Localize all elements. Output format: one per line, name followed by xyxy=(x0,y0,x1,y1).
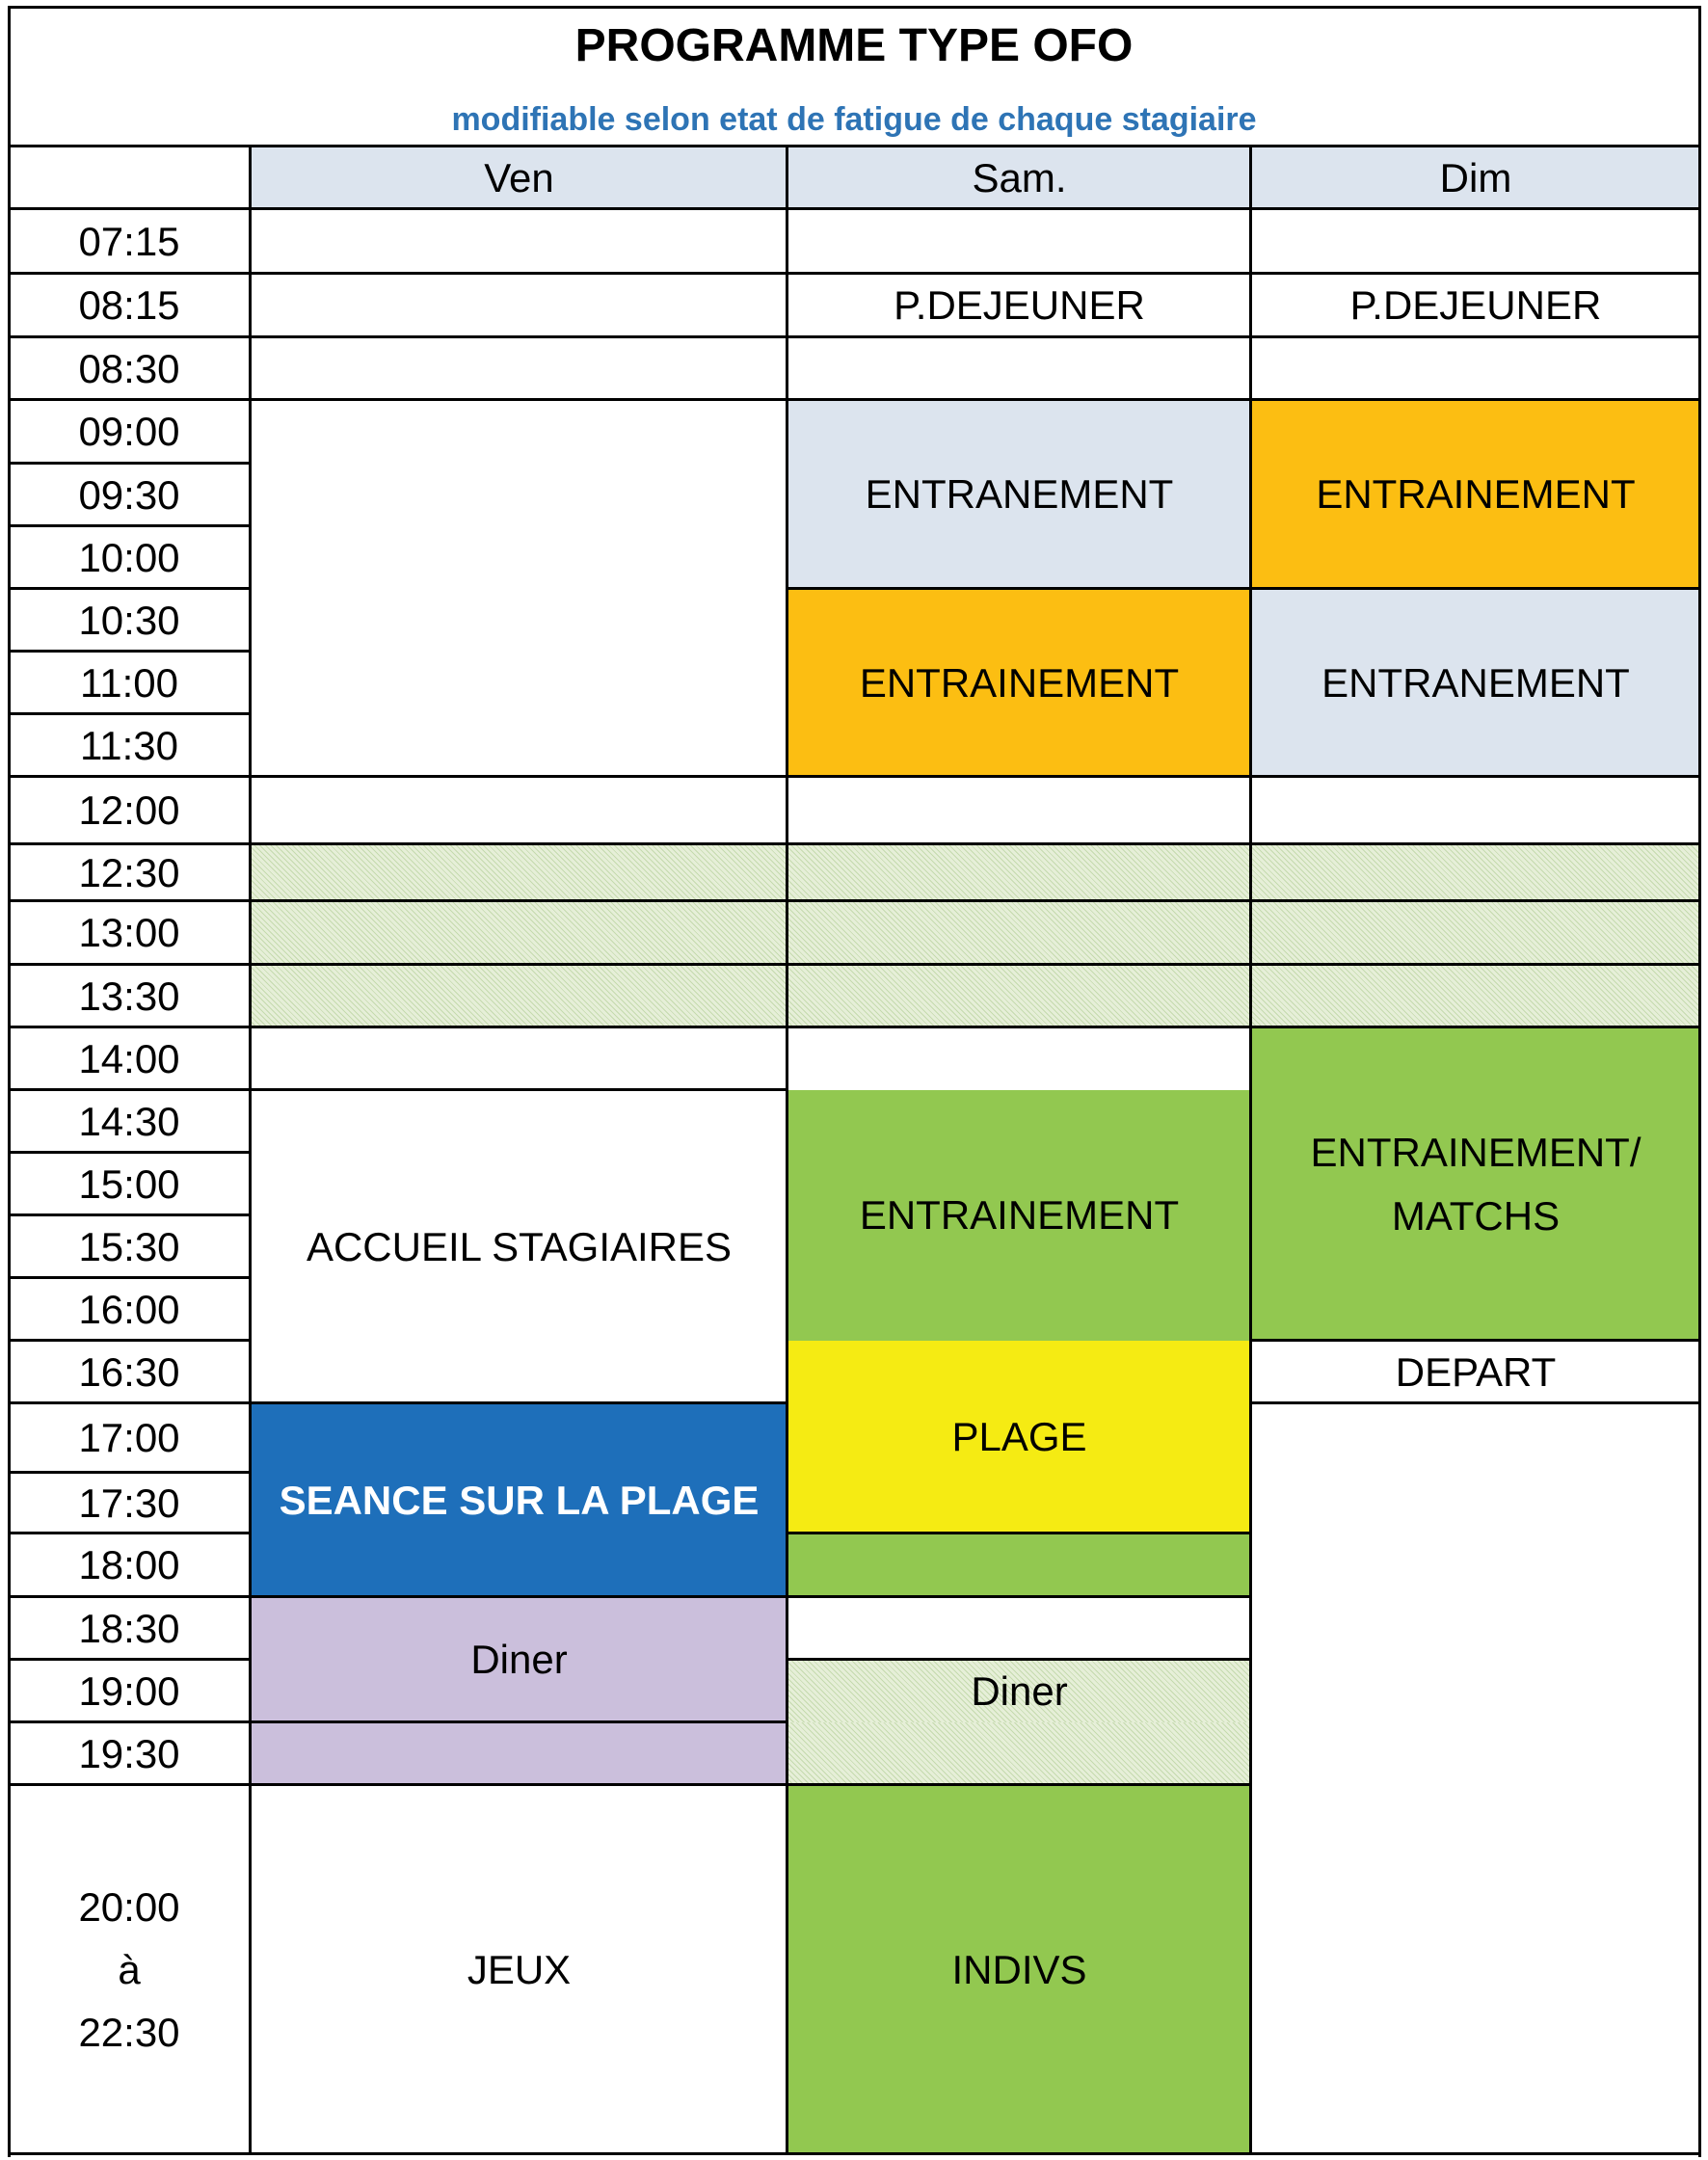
time-start: 20:00 xyxy=(78,1884,180,1930)
time-label: 07:15 xyxy=(78,218,180,264)
event-entrainement-sam-3: ENTRAINEMENT xyxy=(787,1090,1251,1341)
time-label: 08:15 xyxy=(78,282,180,328)
time-label: 08:30 xyxy=(78,345,180,391)
event-green-block-sam xyxy=(787,1533,1251,1597)
event-entrainement-dim-2: ENTRANEMENT xyxy=(1251,589,1700,777)
event-depart: DEPART xyxy=(1395,1348,1557,1395)
lunch-block-ven xyxy=(251,844,787,1027)
time-label: 18:00 xyxy=(78,1542,180,1587)
time-label: 09:00 xyxy=(78,409,180,454)
event-diner-sam-extra xyxy=(787,1722,1251,1785)
time-label: 19:30 xyxy=(78,1730,180,1776)
event-seance-plage: SEANCE SUR LA PLAGE xyxy=(251,1403,787,1597)
time-label: 17:30 xyxy=(78,1480,180,1526)
time-end: 22:30 xyxy=(78,2010,180,2055)
time-label: 14:30 xyxy=(78,1098,180,1144)
time-label: 19:00 xyxy=(78,1667,180,1714)
event-entrainement-matchs-line2: MATCHS xyxy=(1391,1192,1561,1239)
time-label: 14:00 xyxy=(78,1035,180,1081)
time-separator: à xyxy=(118,1947,141,1992)
time-label: 16:00 xyxy=(78,1286,180,1332)
time-label: 12:00 xyxy=(78,787,180,833)
event-entrainement-matchs xyxy=(1251,1027,1700,1341)
time-label: 16:30 xyxy=(78,1348,180,1395)
event-entrainement-matchs-line1: ENTRAINEMENT/ xyxy=(1310,1129,1641,1175)
event-accueil-stagiaires: ACCUEIL STAGIAIRES xyxy=(306,1223,733,1269)
time-label: 18:30 xyxy=(78,1605,180,1651)
event-jeux: JEUX xyxy=(467,1946,572,1992)
event-indivs: INDIVS xyxy=(787,1785,1251,2154)
time-label: 10:30 xyxy=(78,597,180,643)
event-diner-sam: Diner xyxy=(787,1660,1251,1722)
header-day-sam: Sam. xyxy=(787,147,1251,209)
event-entrainement-dim-1: ENTRAINEMENT xyxy=(1251,400,1700,589)
page-title: PROGRAMME TYPE OFO xyxy=(574,19,1134,71)
time-label: 09:30 xyxy=(78,471,180,518)
time-label: 13:30 xyxy=(78,973,180,1019)
event-p-dejeuner-dim: P.DEJEUNER xyxy=(1349,282,1602,328)
lunch-block-sam xyxy=(787,844,1251,1027)
time-label: 11:00 xyxy=(80,659,178,706)
time-label-evening xyxy=(8,1785,251,2154)
time-label: 11:30 xyxy=(80,722,178,768)
time-label: 13:00 xyxy=(78,910,180,955)
time-label: 12:30 xyxy=(78,849,180,895)
header-day-dim: Dim xyxy=(1251,147,1700,209)
event-plage-sam: PLAGE xyxy=(787,1341,1251,1533)
header-day-ven: Ven xyxy=(251,147,787,209)
time-label: 17:00 xyxy=(78,1415,180,1460)
event-entrainement-sam-1: ENTRANEMENT xyxy=(787,400,1251,589)
event-p-dejeuner-sam: P.DEJEUNER xyxy=(894,282,1145,328)
time-label: 15:30 xyxy=(78,1223,180,1269)
event-diner-ven: Diner xyxy=(251,1597,787,1722)
event-diner-ven-extra xyxy=(251,1722,787,1785)
time-label: 10:00 xyxy=(78,534,180,580)
page-subtitle: modifiable selon etat de fatigue de chaque stagiaire xyxy=(451,100,1257,138)
event-entrainement-sam-2: ENTRAINEMENT xyxy=(787,589,1251,777)
lunch-block-dim xyxy=(1251,844,1700,1027)
time-label: 15:00 xyxy=(78,1160,180,1207)
